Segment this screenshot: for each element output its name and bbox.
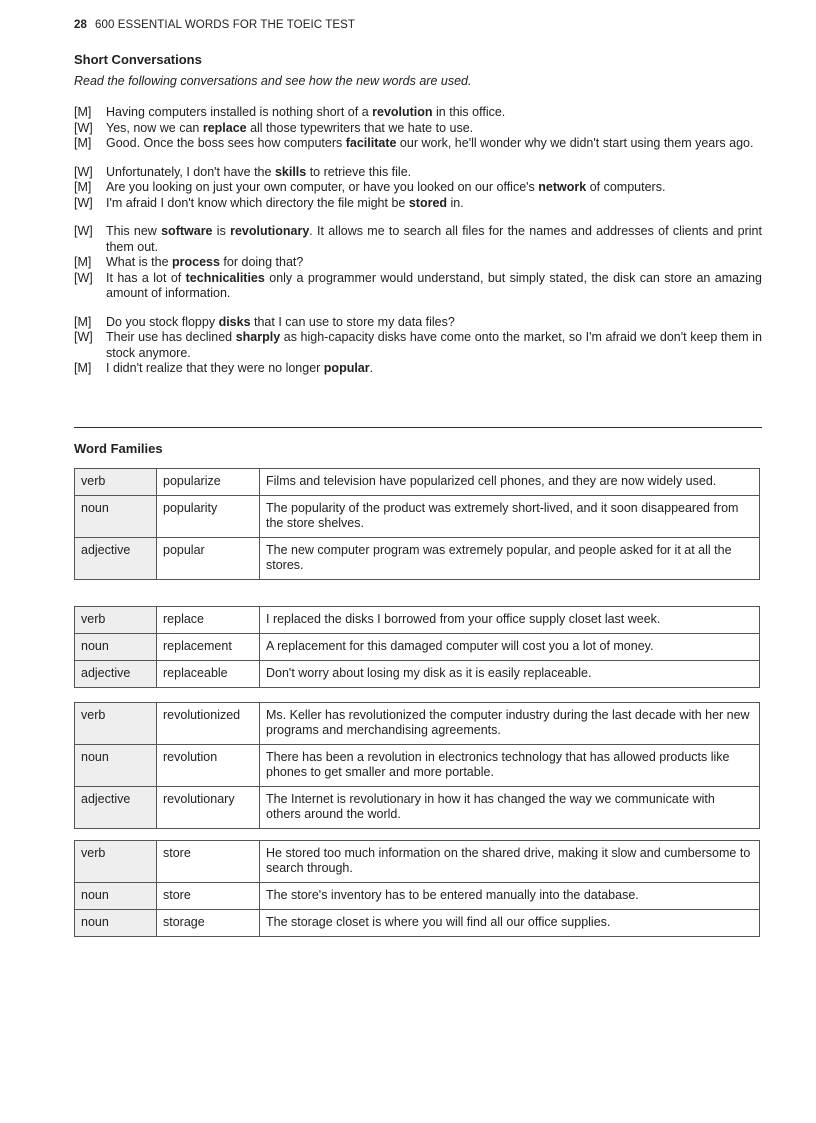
word-cell: replacement [157,634,260,661]
text-segment: I didn't realize that they were no longer [106,361,324,375]
text-segment: is [212,224,231,238]
vocab-word: network [538,180,587,194]
text-segment: in. [447,195,464,210]
instructions: Read the following conversations and see how the new words are used. [74,74,472,88]
text-segment: only a programmer would understand, but simply stated, the disk can store an amazing amount of information. [106,270,762,300]
table-row [75,634,760,661]
part-of-speech-cell: verb [75,841,157,883]
part-of-speech-cell: noun [75,745,157,787]
conversation-line [74,271,762,302]
word-cell: revolution [157,745,260,787]
table-row [75,469,760,496]
example-cell: There has been a revolution in electronics technology that has allowed products like phones to get smaller and more portable. [260,745,760,787]
text-segment: Are you looking on just your own computer, or have you looked on our office's [106,180,539,194]
part-of-speech-cell: verb [75,703,157,745]
word-cell: popularize [157,469,260,496]
word-cell: replaceable [157,661,260,688]
text-segment: Good. Once the boss sees how computers [106,136,346,150]
table-row [75,496,760,538]
part-of-speech-cell: noun [75,634,157,661]
text-segment: What is the [106,255,172,269]
word-cell: store [157,883,260,910]
line-text [106,196,762,212]
vocab-word: facilitate [345,136,397,150]
conversation-line [74,136,762,152]
line-text [106,136,762,152]
line-text [106,224,762,255]
conversation-list [74,105,762,390]
text-segment: that I can use to store my data files? [250,314,455,329]
speaker-label: [W] [74,120,93,135]
word-cell: popularity [157,496,260,538]
text-segment: Do you stock floppy [106,314,219,329]
line-text [106,330,762,361]
table-row [75,538,760,580]
conversation [74,315,762,377]
line-text [106,165,762,181]
line-text [106,361,762,377]
conversation [74,105,762,152]
section-divider [74,427,762,428]
text-segment: Yes, now we can [106,120,203,135]
vocab-word: popular [323,361,370,375]
vocab-word: stored [408,195,448,210]
example-cell: I replaced the disks I borrowed from your office supply closet last week. [260,607,760,634]
text-segment: I'm afraid I don't know which directory the file might be [106,195,409,210]
speaker-label: [M] [74,314,92,329]
conversation-line [74,255,762,271]
vocab-word: sharply [235,330,281,344]
text-segment: in this office. [432,105,506,119]
speaker-label: [W] [74,330,93,344]
word-family-table [74,702,760,829]
line-text [106,121,762,137]
table-row [75,910,760,937]
vocab-word: skills [274,164,307,179]
conversation-line [74,315,762,331]
conversation-line [74,330,762,361]
table-row [75,883,760,910]
conversation [74,165,762,212]
word-cell: storage [157,910,260,937]
part-of-speech-cell: verb [75,607,157,634]
word-cell: popular [157,538,260,580]
speaker-label: [M] [74,136,92,150]
text-segment: Having computers installed is nothing short of a [106,105,373,119]
word-cell: revolutionized [157,703,260,745]
speaker-label: [W] [74,164,93,179]
vocab-word: revolutionary [230,224,310,238]
short-conversations-title: Short Conversations [74,52,202,67]
part-of-speech-cell: adjective [75,661,157,688]
word-cell: replace [157,607,260,634]
speaker-label: [M] [74,180,92,194]
conversation-line [74,361,762,377]
word-family-table [74,840,760,937]
vocab-word: process [172,255,220,269]
speaker-label: [W] [74,270,93,285]
word-cell: store [157,841,260,883]
text-segment: . It allows me to search all files for the names and addresses of clients and print them out. [106,224,762,254]
example-cell: A replacement for this damaged computer will cost you a lot of money. [260,634,760,661]
text-segment: to retrieve this file. [306,164,412,179]
text-segment: It has a lot of [106,270,186,285]
word-family-table [74,606,760,688]
speaker-label: [M] [74,361,92,375]
text-segment: all those typewriters that we hate to use. [246,120,474,135]
text-segment: . [369,361,374,375]
vocab-word: software [161,224,213,238]
text-segment: Their use has declined [106,330,236,344]
part-of-speech-cell: noun [75,496,157,538]
conversation-line [74,224,762,255]
part-of-speech-cell: adjective [75,787,157,829]
text-segment: for doing that? [219,255,304,269]
text-segment: as high-capacity disks have come onto the market, so I'm afraid we don't keep them in stock anymore. [106,330,762,360]
conversation-line [74,165,762,181]
speaker-label: [M] [74,105,92,119]
example-cell: Ms. Keller has revolutionized the computer industry during the last decade with her new programs and merchandising agreements. [260,703,760,745]
line-text [106,315,762,331]
speaker-label: [M] [74,255,92,269]
part-of-speech-cell: noun [75,910,157,937]
conversation-line [74,180,762,196]
line-text [106,255,762,271]
speaker-label: [W] [74,224,93,238]
part-of-speech-cell: adjective [75,538,157,580]
conversation [74,224,762,302]
text-segment: of computers. [586,180,666,194]
vocab-word: replace [202,120,247,135]
example-cell: He stored too much information on the shared drive, making it slow and cumbersome to search through. [260,841,760,883]
page-header [74,19,355,31]
line-text [106,180,762,196]
conversation-line [74,196,762,212]
example-cell: The Internet is revolutionary in how it has changed the way we communicate with others around the world. [260,787,760,829]
word-families-title: Word Families [74,441,163,456]
conversation-line [74,105,762,121]
table-row [75,745,760,787]
example-cell: The store's inventory has to be entered manually into the database. [260,883,760,910]
table-row [75,661,760,688]
text-segment: This new [106,224,162,238]
part-of-speech-cell: noun [75,883,157,910]
example-cell: The popularity of the product was extremely short-lived, and it soon disappeared from the store shelves. [260,496,760,538]
example-cell: Don't worry about losing my disk as it is easily replaceable. [260,661,760,688]
vocab-word: technicalities [185,270,265,285]
word-family-table [74,468,760,580]
vocab-word: revolution [372,105,433,119]
example-cell: Films and television have popularized cell phones, and they are now widely used. [260,469,760,496]
word-cell: revolutionary [157,787,260,829]
table-row [75,703,760,745]
example-cell: The storage closet is where you will find all our office supplies. [260,910,760,937]
part-of-speech-cell: verb [75,469,157,496]
table-row [75,841,760,883]
line-text [106,271,762,302]
conversation-line [74,121,762,137]
table-row [75,607,760,634]
vocab-word: disks [218,314,251,329]
example-cell: The new computer program was extremely popular, and people asked for it at all the stores. [260,538,760,580]
line-text [106,105,762,121]
table-row [75,787,760,829]
speaker-label: [W] [74,195,93,210]
book-title: 600 ESSENTIAL WORDS FOR THE TOEIC TEST [95,19,356,31]
page-number: 28 [74,19,87,31]
text-segment: Unfortunately, I don't have the [106,164,275,179]
text-segment: our work, he'll wonder why we didn't start using them years ago. [396,136,754,150]
